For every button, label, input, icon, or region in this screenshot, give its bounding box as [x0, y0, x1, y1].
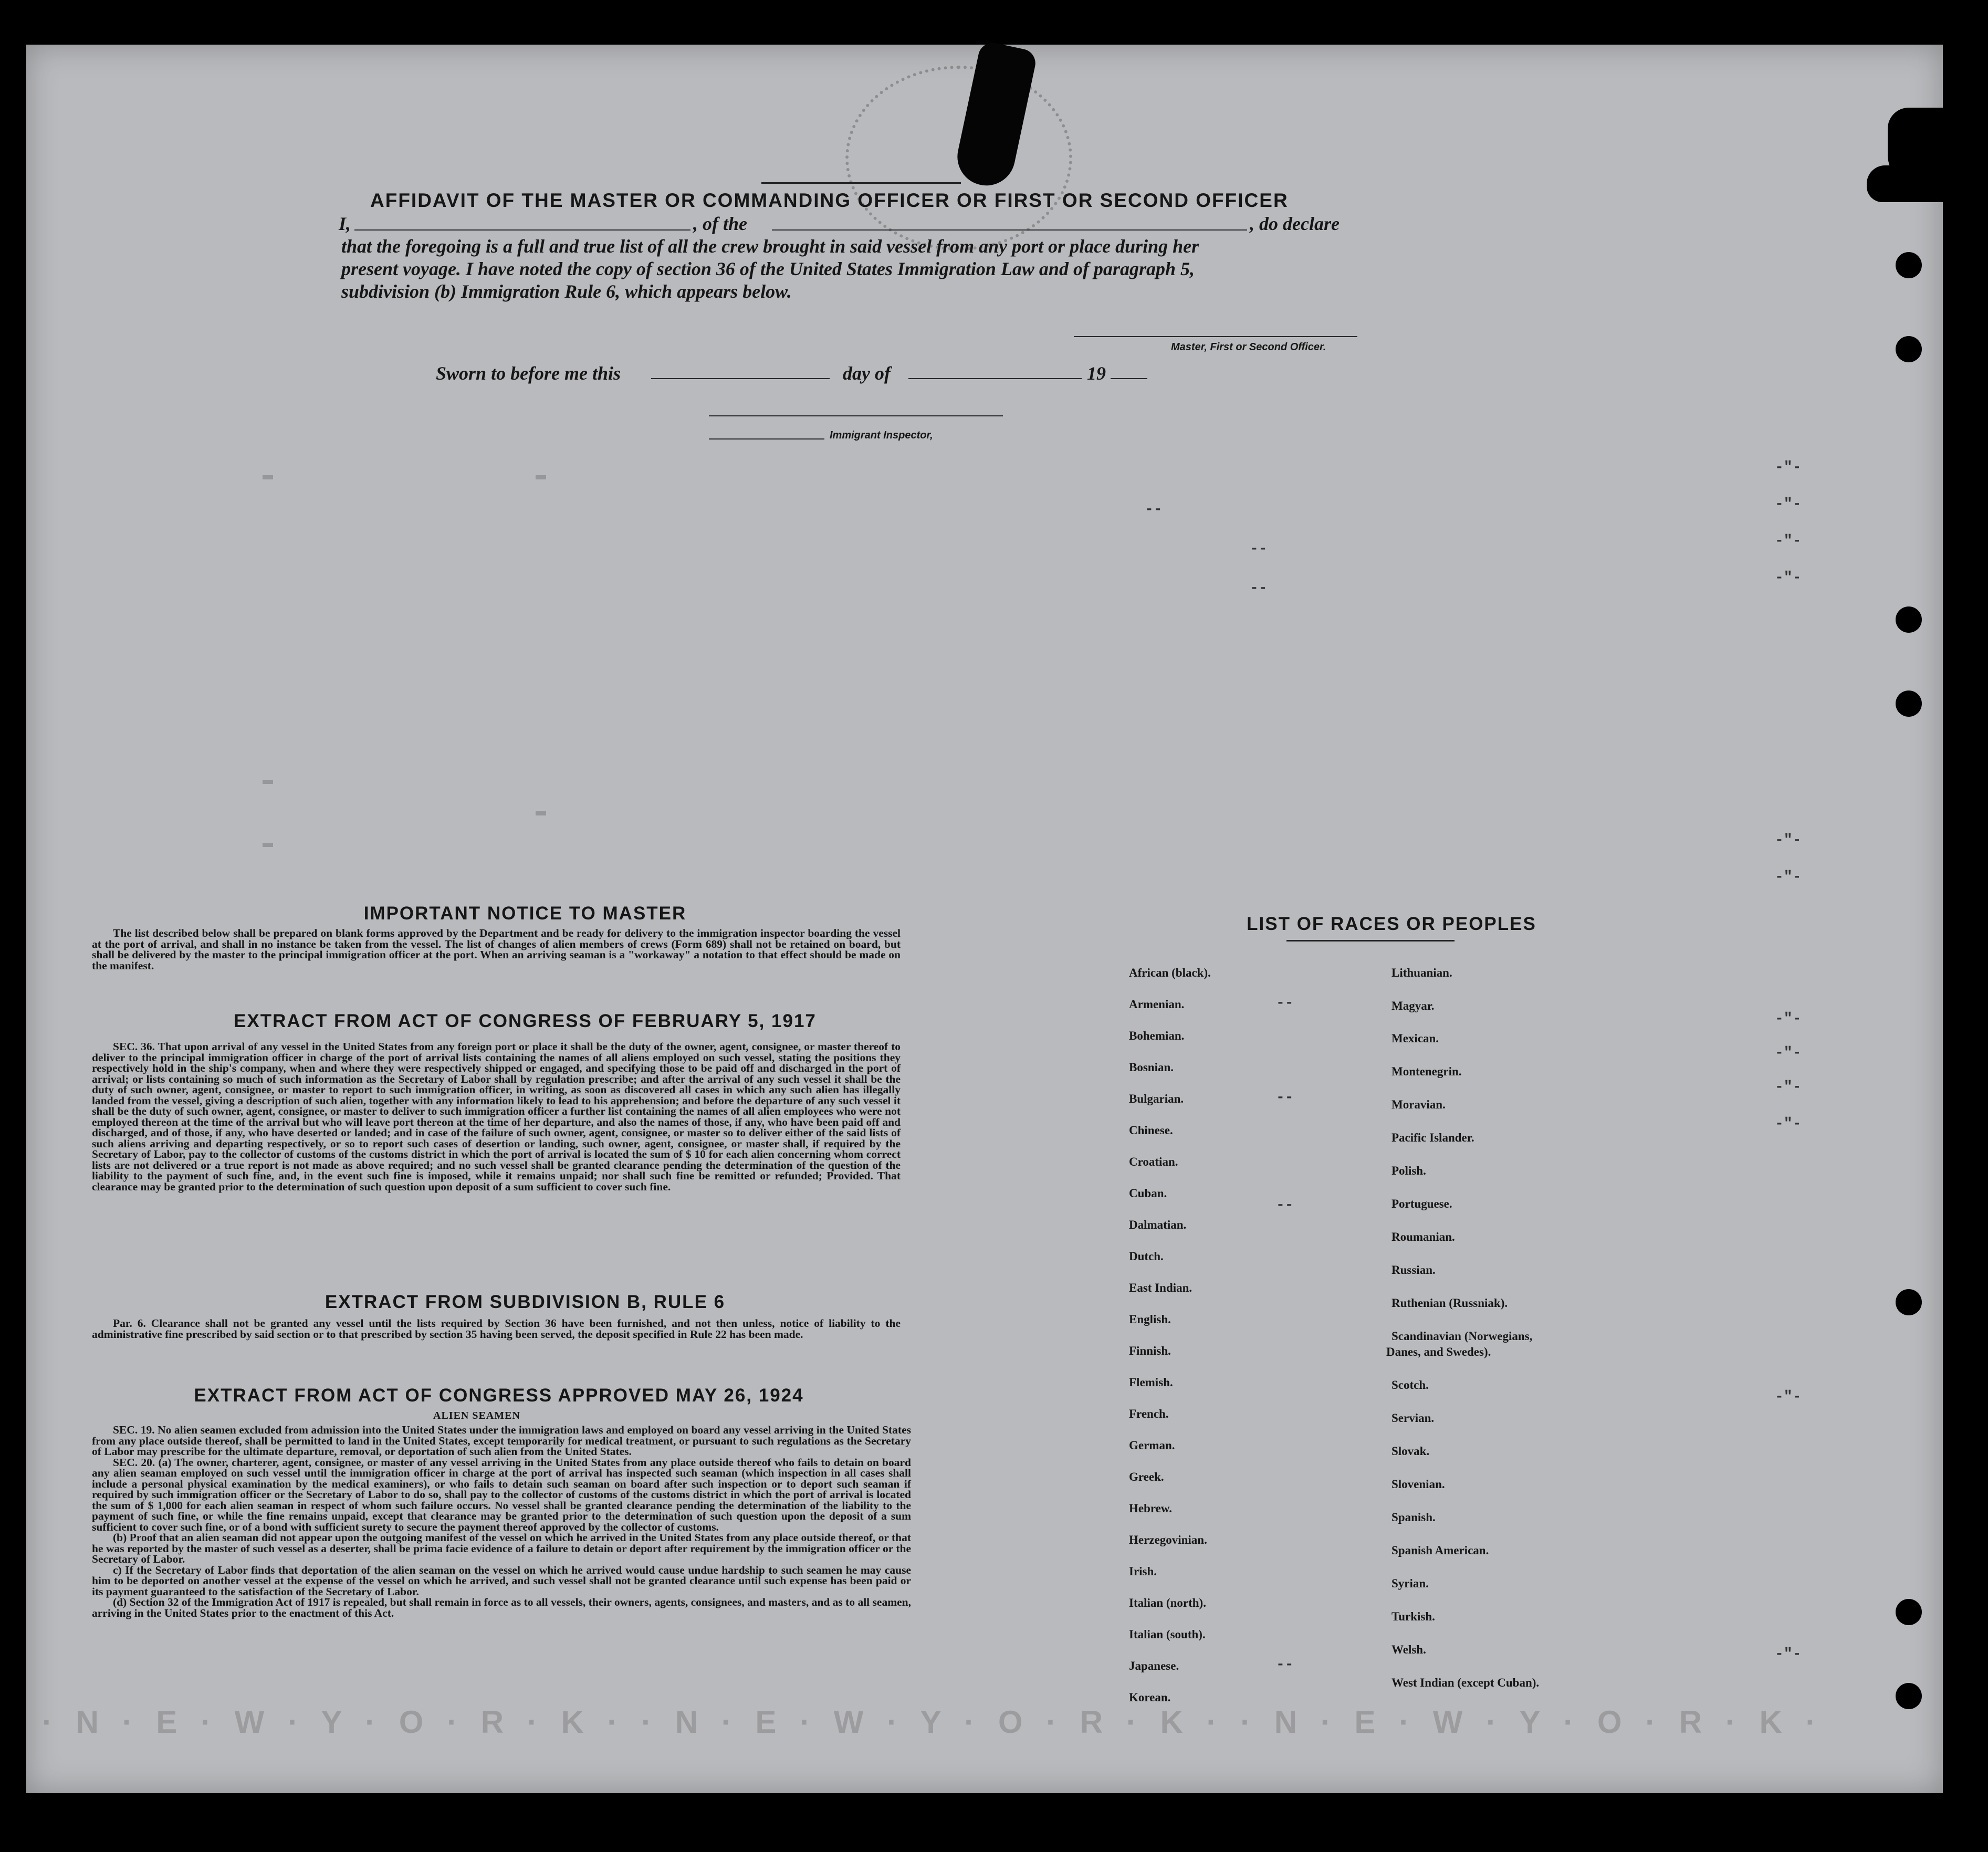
- race-item: Danes, and Swedes).: [1386, 1345, 1491, 1358]
- notice-paragraph: The list described below shall be prepared on blank forms approved by the Department and be ready for delivery to the immigration inspector boarding the vessel at the port of arrival, and shall in no instance be taken from the vessel. The list of changes of alien members of crews (Form 689) shall not be retained on board, but shall be delivered by the master to the principal immigration officer at the port. When an arriving seaman is a "workaway" a notation to that effect should be made on the manifest.: [92, 927, 901, 972]
- ditto-mark: -"-: [1775, 533, 1802, 549]
- race-item: Bosnian.: [1129, 1061, 1174, 1074]
- name-blank-field[interactable]: [354, 229, 690, 231]
- binder-hole-icon: [1896, 1599, 1922, 1625]
- race-item: Scandinavian (Norwegians,: [1391, 1330, 1533, 1343]
- signature-label: Master, First or Second Officer.: [1171, 341, 1326, 353]
- inspector-underline: [709, 438, 824, 440]
- extract-1924-text: [92, 1425, 911, 1618]
- extract-rule6-paragraph: Par. 6. Clearance shall not be granted any vessel until the lists required by Section 36 have been furnished, and not then unless, notice of liability to the administrative fine prescribed by said section or to that prescribed by section 35 having been served, the deposit specified in Rule 22 has been made.: [92, 1317, 901, 1341]
- affidavit-line1-suffix: , do declare: [1250, 213, 1340, 234]
- ditto-mark: --: [1276, 1197, 1294, 1213]
- race-item: West Indian (except Cuban).: [1391, 1676, 1540, 1689]
- extract-1917-text: [92, 1041, 901, 1192]
- race-item: East Indian.: [1129, 1281, 1192, 1294]
- ditto-mark: -"-: [1775, 869, 1802, 885]
- notice-text: [92, 928, 901, 971]
- ditto-mark: --: [1276, 995, 1294, 1011]
- ditto-mark: -"-: [1775, 496, 1802, 512]
- extract-rule6-title: EXTRACT FROM SUBDIVISION B, RULE 6: [325, 1292, 726, 1312]
- ditto-mark: --: [1276, 1657, 1294, 1673]
- inspector-label: Immigrant Inspector,: [830, 430, 933, 441]
- document-page: [26, 45, 1943, 1793]
- race-item: Spanish American.: [1391, 1544, 1489, 1557]
- race-item: Armenian.: [1129, 998, 1185, 1011]
- binder-hole-icon: [1896, 690, 1922, 717]
- sec20a-paragraph: SEC. 20. (a) The owner, charterer, agent, consignee, or master of any vessel arriving in the United States from any place outside thereof who fails to detain on board any alien seaman employed on such vessel until the immigration officer in charge at the port of arrival has inspected such seaman (which inspection in all cases shall include a personal physical examination by the medical examiners), or who fails to detain such seaman on board after such inspection or to deport such seaman if required by such immigration officer or the Secretary of Labor to do so, shall pay to the collector of customs of the customs district in which the port of arrival is located the sum of $ 1,000 for each alien seaman in respect of whom such failure occurs. No vessel shall be granted clearance pending the determination of the liability to the payment of such fine, or while the fine remains unpaid, except that clearance may be granted prior to the determination of such question upon the deposit of a sum sufficient to cover such fine, or of a bond with sufficient surety to secure the payment thereof approved by the collector of customs.: [92, 1456, 911, 1533]
- sworn-month-blank-field[interactable]: [908, 378, 1082, 379]
- bleed-mark: [263, 475, 273, 479]
- torn-edge: [1867, 165, 1943, 202]
- binder-hole-icon: [1896, 1289, 1922, 1315]
- sec20d-paragraph: (d) Section 32 of the Immigration Act of 1917 is repealed, but shall remain in force as to all vessels, their owners, agents, consignees, and masters, and as to all seamen, arriving in the United States prior to the enactment of this Act.: [92, 1596, 911, 1619]
- race-item: Lithuanian.: [1391, 966, 1452, 979]
- race-item: Chinese.: [1129, 1124, 1173, 1137]
- race-item: Slovak.: [1391, 1445, 1430, 1458]
- sec20b-paragraph: (b) Proof that an alien seaman did not appear upon the outgoing manifest of the vessel on which he arrived in the United States from any place outside thereof, or that he was reported by the master of such vessel as a deserter, shall be prima facie evidence of a failure to detain or deport after requirement by the immigration officer or the Secretary of Labor.: [92, 1531, 911, 1565]
- ditto-mark: --: [1276, 1090, 1294, 1106]
- race-item: Flemish.: [1129, 1376, 1173, 1389]
- race-item: Welsh.: [1391, 1643, 1426, 1656]
- race-item: Greek.: [1129, 1470, 1164, 1483]
- race-item: Roumanian.: [1391, 1230, 1455, 1243]
- title-underline: [761, 182, 961, 184]
- binder-hole-icon: [1896, 252, 1922, 278]
- binder-hole-icon: [1896, 606, 1922, 633]
- inspector-blank-field[interactable]: [709, 415, 1003, 416]
- race-item: German.: [1129, 1439, 1175, 1452]
- race-item: Herzegovinian.: [1129, 1533, 1207, 1546]
- race-item: Dalmatian.: [1129, 1218, 1187, 1231]
- sworn-year-label: 19: [1087, 363, 1106, 384]
- extract-rule6-text: [92, 1318, 901, 1340]
- bleed-mark: [536, 811, 546, 815]
- ditto-mark: -"-: [1775, 832, 1802, 849]
- race-item: Spanish.: [1391, 1511, 1436, 1524]
- ditto-mark: -"-: [1775, 1079, 1802, 1095]
- binder-hole-icon: [1896, 336, 1922, 362]
- race-item: Montenegrin.: [1391, 1065, 1462, 1078]
- race-item: Bulgarian.: [1129, 1092, 1184, 1105]
- sec20c-paragraph: c) If the Secretary of Labor finds that deportation of the alien seaman on the vessel on which he arrived would cause undue hardship to such seamen he may cause him to be deported on another vessel at the expense of the vessel on which he arrived, and such vessel shall not be granted clearance until such expense has been paid or its payment guaranteed to the satisfaction of the Secretary of Labor.: [92, 1563, 911, 1598]
- race-item: Ruthenian (Russniak).: [1391, 1296, 1508, 1310]
- race-item: Croatian.: [1129, 1155, 1178, 1168]
- race-item: Portuguese.: [1391, 1197, 1452, 1210]
- race-item: Syrian.: [1391, 1577, 1429, 1590]
- race-item: French.: [1129, 1407, 1169, 1420]
- affidavit-line3: present voyage. I have noted the copy of section 36 of the United States Immigration Law and of paragraph 5,: [341, 258, 1195, 279]
- notice-title: IMPORTANT NOTICE TO MASTER: [363, 903, 687, 924]
- race-item: Cuban.: [1129, 1187, 1167, 1200]
- ditto-mark: --: [1145, 501, 1163, 518]
- vessel-blank-field[interactable]: [772, 229, 1247, 231]
- ditto-mark: --: [1250, 541, 1268, 557]
- race-item: Korean.: [1129, 1691, 1171, 1704]
- race-item: Hebrew.: [1129, 1502, 1172, 1515]
- race-item: Turkish.: [1391, 1610, 1435, 1623]
- race-item: Italian (north).: [1129, 1596, 1206, 1609]
- race-item: Polish.: [1391, 1164, 1426, 1177]
- races-title: LIST OF RACES OR PEOPLES: [1247, 914, 1536, 934]
- affidavit-title: AFFIDAVIT OF THE MASTER OR COMMANDING OFFICER OR FIRST OR SECOND OFFICER: [370, 190, 1289, 211]
- race-item: Scotch.: [1391, 1378, 1429, 1391]
- race-item: Dutch.: [1129, 1250, 1164, 1263]
- race-item: Pacific Islander.: [1391, 1131, 1474, 1144]
- bleed-mark: [263, 843, 273, 847]
- race-item: Irish.: [1129, 1565, 1157, 1578]
- bleed-mark: [536, 475, 546, 479]
- race-item: Servian.: [1391, 1411, 1435, 1425]
- sworn-day-blank-field[interactable]: [651, 378, 830, 379]
- ditto-mark: -"-: [1775, 1389, 1802, 1405]
- affidavit-line4: subdivision (b) Immigration Rule 6, which appears below.: [341, 281, 792, 302]
- affidavit-line2: that the foregoing is a full and true list of all the crew brought in said vessel from any port or place during her: [341, 236, 1199, 257]
- race-item: Japanese.: [1129, 1659, 1179, 1672]
- sworn-year-blank-field[interactable]: [1111, 378, 1147, 379]
- faded-perforation-strip: · N · E · W · Y · O · R · K · · N · E · W · Y · O · R · K · · N · E · W · Y · O · R · K ·: [42, 1704, 1824, 1740]
- extract-1924-subtitle: ALIEN SEAMEN: [433, 1410, 520, 1421]
- bleed-mark: [263, 780, 273, 784]
- ditto-mark: --: [1250, 580, 1268, 597]
- race-item: Mexican.: [1391, 1032, 1439, 1045]
- ditto-mark: -"-: [1775, 1045, 1802, 1061]
- race-item: Bohemian.: [1129, 1029, 1185, 1042]
- ditto-mark: -"-: [1775, 459, 1802, 476]
- race-item: Magyar.: [1391, 999, 1435, 1012]
- races-title-underline: [1286, 940, 1455, 941]
- race-item: Italian (south).: [1129, 1628, 1206, 1641]
- ditto-mark: -"-: [1775, 1116, 1802, 1132]
- race-item: Moravian.: [1391, 1098, 1446, 1111]
- race-item: Russian.: [1391, 1263, 1436, 1276]
- sec19-paragraph: SEC. 19. No alien seamen excluded from admission into the United States under the immigration laws and employed on board any vessel arriving in the United States from any place outside thereof, shall be permitted to land in the United States, except temporarily for medical treatment, or pursuant to such regulations as the Secretary of Labor may prescribe for the ultimate departure, removal, or deportation of such alien from the United States.: [92, 1424, 911, 1458]
- race-item: Slovenian.: [1391, 1478, 1445, 1491]
- ditto-mark: -"-: [1775, 1011, 1802, 1027]
- sworn-prefix: Sworn to before me this: [436, 363, 621, 384]
- extract-1917-title: EXTRACT FROM ACT OF CONGRESS OF FEBRUARY 5, 1917: [234, 1011, 817, 1031]
- ditto-mark: -"-: [1775, 1646, 1802, 1662]
- affidavit-line1-of: , of the: [693, 213, 747, 234]
- affidavit-line1-prefix: I,: [339, 213, 351, 234]
- ditto-mark: -"-: [1775, 570, 1802, 586]
- race-item: Finnish.: [1129, 1344, 1171, 1357]
- race-item: English.: [1129, 1313, 1171, 1326]
- race-item: African (black).: [1129, 966, 1211, 979]
- sworn-day-label: day of: [843, 363, 891, 384]
- extract-1924-title: EXTRACT FROM ACT OF CONGRESS APPROVED MAY 26, 1924: [194, 1385, 804, 1406]
- signature-blank-field[interactable]: [1074, 336, 1357, 337]
- extract-1917-paragraph: SEC. 36. That upon arrival of any vessel in the United States from any foreign port or place it shall be the duty of the owner, agent, consignee, or master thereof to deliver to the principal immigration officer in charge of the port of arrival lists containing the names of all aliens employed on such vessel, stating the positions they respectively hold in the ship's company, when and where they were respectively shipped or engaged, and specifying those to be paid off and discharged in the port of arrival; or lists containing so much of such information as the Secretary of Labor shall by regulation prescribe; and after the arrival of any such vessel it shall be the duty of such owner, agent, consignee, or master to report to such immigration officer, in writing, as soon as discovered all cases in which any such alien has illegally landed from the vessel, giving a description of such alien, together with any information likely to lead to his apprehension; and before the departure of any such vessel it shall be the duty of such owner, agent, consignee, or master to deliver to such immigration officer a further list containing the names of all alien employees who were not employed thereon at the time of the arrival but who will leave port thereon at the time of her departure, and also the names of those, if any, who have been paid off and discharged, and of those, if any, who have deserted or landed; and in case of the failure of such owner, agent, consignee, or master so to deliver either of the said lists of such aliens arriving and departing respectively, or so to report such cases of desertion or landing, such owner, agent, consignee, or master shall, if required by the Secretary of Labor, pay to the collector of customs of the customs district in which the port of arrival is located the sum of $ 10 for each alien concerning whom correct lists are not delivered or a true report is not made as above required; and no such vessel shall be granted clearance pending the determination of the question of the liability to the payment of such fine, and, in the event such fine is imposed, while it remains unpaid; nor shall such fine be remitted or refunded; Provided. That clearance may be granted prior to the determination of such question upon deposit of a sum sufficient to cover such fine.: [92, 1040, 901, 1193]
